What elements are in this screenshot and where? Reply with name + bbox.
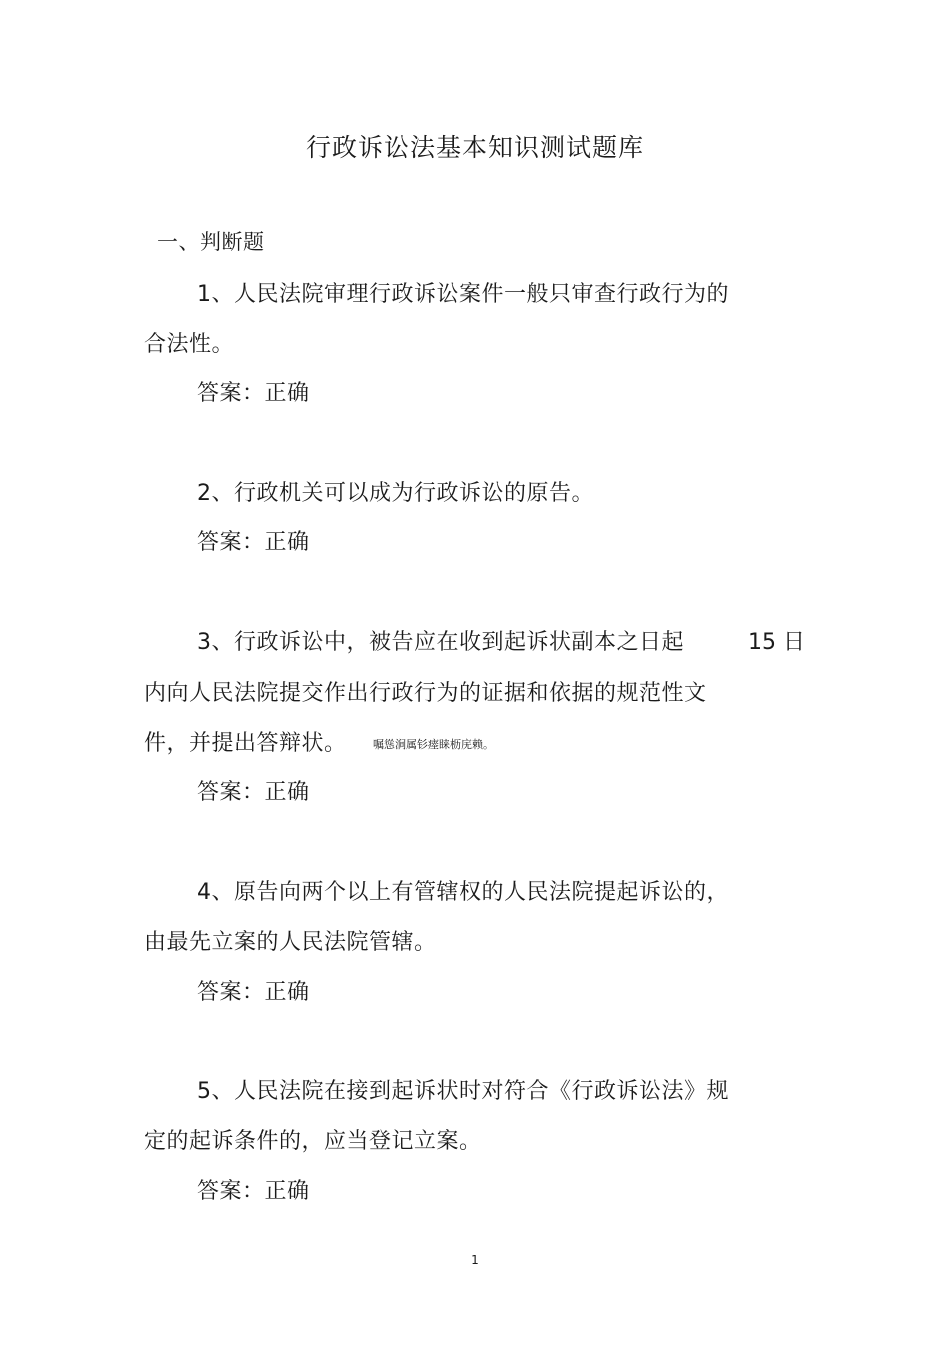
question-5-line-1: 5、人民法院在接到起诉状时对符合《行政诉讼法》规 <box>197 1079 729 1104</box>
question-1-answer: 答案：正确 <box>197 381 310 406</box>
question-2-line-1: 2、行政机关可以成为行政诉讼的原告。 <box>197 481 594 506</box>
question-3-line-1: 3、行政诉讼中，被告应在收到起诉状副本之日起 <box>197 630 684 655</box>
question-3-line-2: 内向人民法院提交作出行政行为的证据和依据的规范性文 <box>144 681 707 706</box>
question-5-line-2: 定的起诉条件的，应当登记立案。 <box>144 1129 482 1154</box>
document-title: 行政诉讼法基本知识测试题库 <box>305 133 644 162</box>
question-2-answer: 答案：正确 <box>197 530 310 555</box>
section-heading: 一、判断题 <box>157 230 265 254</box>
question-1-line-1: 1、人民法院审理行政诉讼案件一般只审查行政行为的 <box>197 282 729 307</box>
question-3-inline-number: 15 日 <box>748 630 805 655</box>
question-3-line-3: 件，并提出答辩状。 <box>144 731 347 756</box>
question-5-answer: 答案：正确 <box>197 1179 310 1204</box>
page-number: 1 <box>471 1253 479 1267</box>
question-1-line-2: 合法性。 <box>144 332 235 357</box>
question-4-answer: 答案：正确 <box>197 980 310 1005</box>
question-4-line-1: 4、原告向两个以上有管辖权的人民法院提起诉讼的， <box>197 880 729 905</box>
question-3-answer: 答案：正确 <box>197 780 310 805</box>
question-3-small-note: 嘱慫涧属钐瘗睐枥庑赖。 <box>373 738 494 751</box>
question-4-line-2: 由最先立案的人民法院管辖。 <box>144 930 437 955</box>
